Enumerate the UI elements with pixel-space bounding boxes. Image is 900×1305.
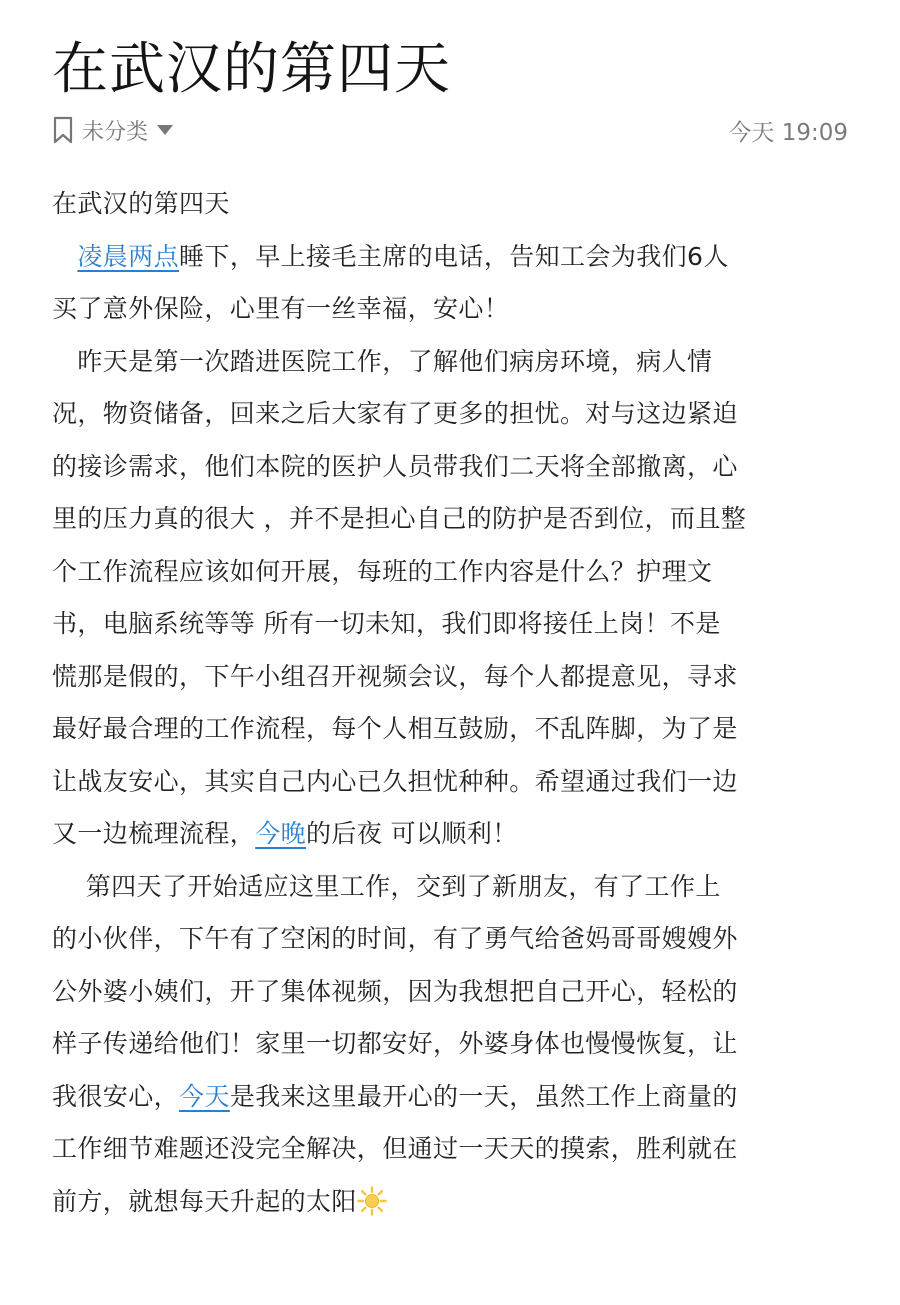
note-timestamp: 今天 19:09 — [728, 119, 848, 146]
note-meta-row — [52, 112, 848, 148]
time-link-today[interactable]: 今天 — [179, 1081, 230, 1111]
category-label: 未分类 — [82, 119, 149, 145]
paragraph-2: 昨天是第一次踏进医院工作，了解他们病房环境，病人情 况，物资储备，回来之后大家有了更多的担忧。对与这边紧迫 的接诊需求，他们本院的医护人员带我们二天将全部撤离，心 里的压力真的很大 ，并不是担心自己的防护是否到位，而且整 个工作流程应该如何开展，每班的工作内容是什么？护理文 书，电脑系统等等 所有一切未知，我们即将接任上岗！不是 慌那是假的，下午小组召开视频会议，每个人都提意见，寻求 最好最合理的工作流程，每个人相互鼓励，不乱阵脚，为了是 让战友安心，其实自己内心已久担忧种种。希望通过我们一边 又一边梳理流程，今晚的后夜 可以顺利！ — [52, 346, 747, 848]
category-selector[interactable] — [52, 115, 174, 146]
paragraph-3: 第四天了开始适应这里工作，交到了新朋友，有了工作上 的小伙伴，下午有了空闲的时间，有了勇气给爸妈哥哥嫂嫂外 公外婆小姨们，开了集体视频，因为我想把自己开心，轻松的 样子传递给他们！家里一切都安好，外婆身体也慢慢恢复，让 我很安心，今天是我来这里最开心的一天，虽然工作上商量的 工作细节难题还没完全解决，但通过一天天的摸索，胜利就在 前方，就想每天升起的太阳 — [52, 861, 852, 1235]
time-link-early-morning[interactable]: 凌晨两点 — [77, 241, 180, 271]
note-body[interactable] — [52, 178, 852, 1234]
time-link-tonight[interactable]: 今晚 — [255, 819, 307, 848]
paragraph-1: 凌晨两点睡下，早上接毛主席的电话，告知工会为我们6人 买了意外保险，心里有一丝幸福，安心！ — [52, 241, 729, 323]
sun-icon — [357, 1182, 387, 1235]
note-title[interactable]: 在武汉的第四天 — [52, 37, 451, 102]
bookmark-icon — [52, 116, 74, 144]
caret-down-icon — [156, 124, 174, 136]
body-heading: 在武汉的第四天 — [52, 189, 230, 218]
